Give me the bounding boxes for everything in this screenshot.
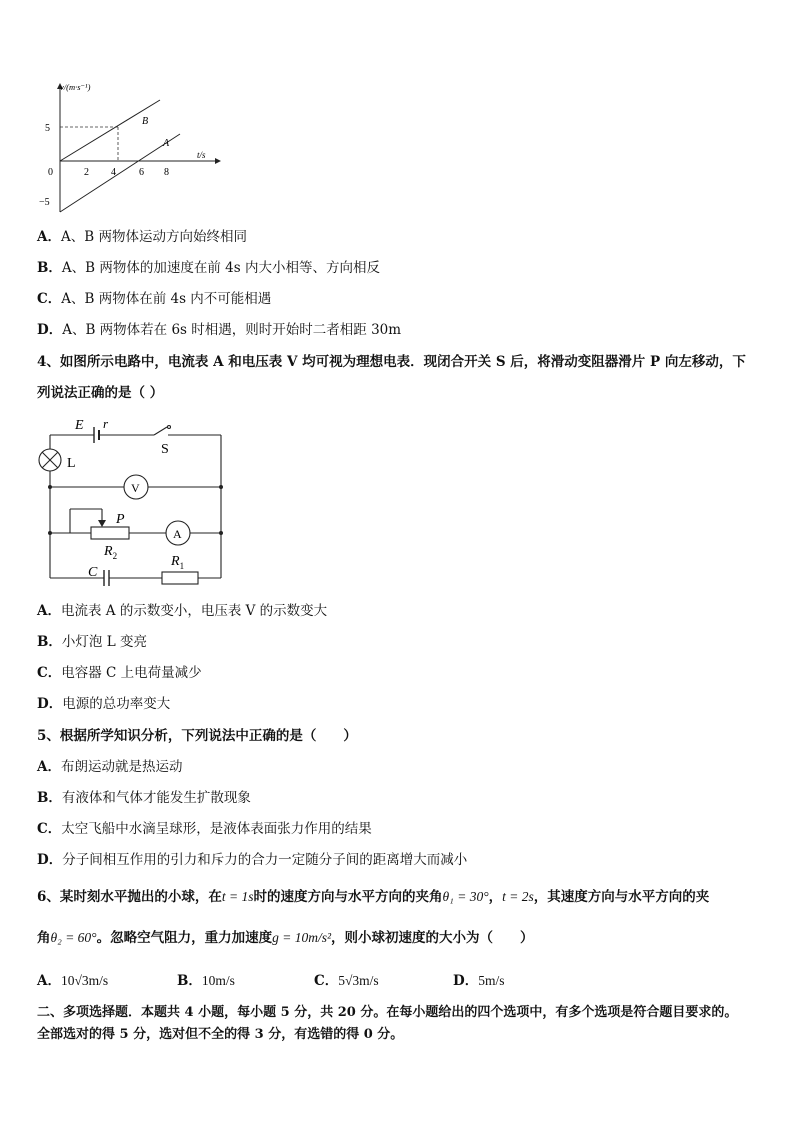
- line-b-label: B: [142, 116, 149, 127]
- line-a: [60, 134, 180, 212]
- resistor-r1: [162, 572, 198, 584]
- y-axis-label: v/(m·s⁻¹): [60, 82, 91, 92]
- slider-arrow: [98, 520, 106, 527]
- y-tick-neg5: −5: [39, 197, 50, 208]
- vt-graph: [30, 78, 230, 218]
- circuit-diagram: [36, 413, 236, 588]
- label-s: S: [161, 442, 169, 457]
- q4-option-a: A．电流表 A 的示数变小，电压表 V 的示数变大: [37, 603, 328, 619]
- q5-stem: 5、根据所学知识分析，下列说法中正确的是（ ）: [37, 728, 357, 744]
- x-tick-6: 6: [139, 167, 144, 178]
- q6-choice-d: D．5m/s: [453, 973, 505, 989]
- q6-choice-a: A．10√3m/s: [37, 973, 109, 989]
- q6-stem-line1: 6、某时刻水平抛出的小球，在t = 1s时的速度方向与水平方向的夹角θ₁ = 30°，t = 2s，其速度方向与水平方向的夹: [37, 889, 710, 905]
- q4-stem-line1: 4、如图所示电路中，电流表 A 和电压表 V 均可视为理想电表．现闭合开关 S 后，将滑动变阻器滑片 P 向左移动，下: [37, 354, 746, 370]
- q4-option-d: D．电源的总功率变大: [37, 696, 171, 712]
- label-r: r: [103, 416, 109, 431]
- q3-option-c: C．A、B 两物体在前 4s 内不可能相遇: [37, 291, 272, 307]
- label-e: E: [75, 418, 84, 433]
- origin-label: 0: [48, 167, 53, 178]
- x-tick-2: 2: [84, 167, 89, 178]
- switch-blade: [154, 427, 167, 435]
- label-c: C: [88, 565, 98, 580]
- q4-option-b: B．小灯泡 L 变亮: [37, 634, 147, 650]
- q5-option-d: D．分子间相互作用的引力和斥力的合力一定随分子间的距离增大而减小: [37, 852, 468, 868]
- line-a-label: A: [163, 138, 170, 149]
- q5-option-c: C．太空飞船中水滴呈球形，是液体表面张力作用的结果: [37, 821, 372, 837]
- q3-option-a: A．A、B 两物体运动方向始终相同: [37, 229, 247, 245]
- q4-option-c: C．电容器 C 上电荷量减少: [37, 665, 202, 681]
- q5-option-b: B．有液体和气体才能发生扩散现象: [37, 790, 251, 806]
- resistor-r2: [91, 527, 129, 539]
- y-tick-5: 5: [45, 123, 50, 134]
- x-tick-8: 8: [164, 167, 169, 178]
- label-v: V: [131, 481, 140, 495]
- label-l: L: [67, 456, 76, 471]
- section2-line1: 二、多项选择题．本题共 4 小题，每小题 5 分，共 20 分。在每小题给出的四个选项中，有多个选项是符合题目要求的。: [37, 1005, 738, 1020]
- label-r1: $R_1$: [171, 554, 185, 571]
- q6-stem-line2: 角θ₂ = 60°。忽略空气阻力，重力加速度g = 10m/s²，则小球初速度的大小为（ ）: [37, 930, 534, 946]
- label-r2: $R_2$: [104, 544, 118, 561]
- x-axis-label: t/s: [197, 150, 206, 160]
- x-tick-4: 4: [111, 167, 116, 178]
- q3-option-d: D．A、B 两物体若在 6s 时相遇，则时开始时二者相距 30m: [37, 322, 402, 338]
- q5-option-a: A．布朗运动就是热运动: [37, 759, 183, 775]
- q3-option-b: B．A、B 两物体的加速度在前 4s 内大小相等、方向相反: [37, 260, 380, 276]
- line-b: [60, 100, 160, 161]
- label-p: P: [116, 512, 125, 527]
- q6-choice-c: C．5√3m/s: [314, 973, 379, 989]
- q4-stem-line2: 列说法正确的是（ ）: [37, 385, 164, 401]
- label-a: A: [173, 527, 182, 541]
- section2-line2: 全部选对的得 5 分，选对但不全的得 3 分，有选错的得 0 分。: [37, 1027, 404, 1042]
- q6-choice-b: B．10m/s: [177, 973, 235, 989]
